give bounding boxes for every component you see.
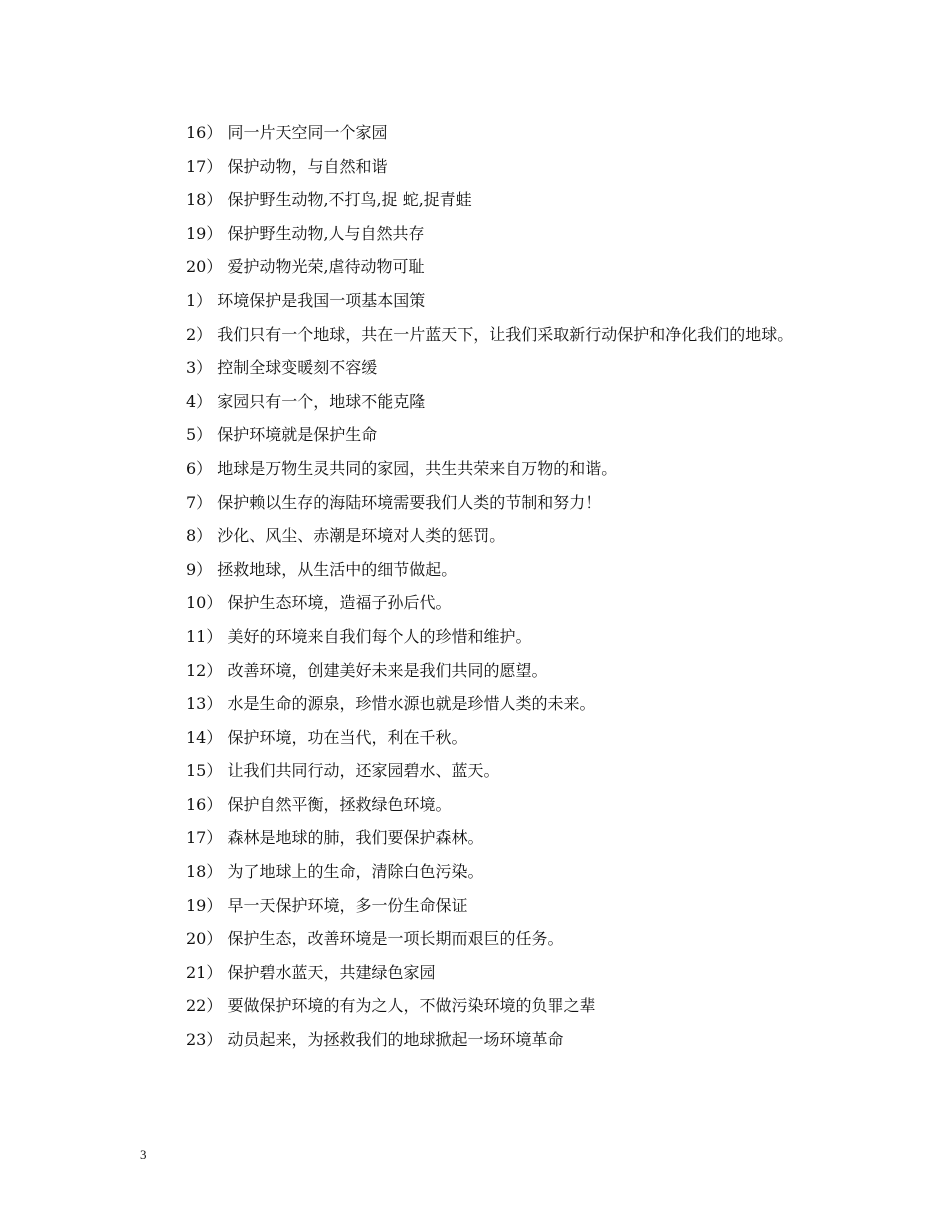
list-item: 12） 改善环境，创建美好未来是我们共同的愿望。 bbox=[186, 660, 548, 680]
slogan-list bbox=[140, 116, 820, 1057]
list-item: 1） 环境保护是我国一项基本国策 bbox=[186, 290, 426, 310]
list-item: 22） 要做保护环境的有为之人，不做污染环境的负罪之辈 bbox=[186, 996, 596, 1016]
list-item: 13） 水是生命的源泉，珍惜水源也就是珍惜人类的未来。 bbox=[186, 694, 596, 714]
list-item: 5） 保护环境就是保护生命 bbox=[186, 425, 378, 445]
list-item: 16） 保护自然平衡，拯救绿色环境。 bbox=[186, 794, 452, 814]
list-item: 6） 地球是万物生灵共同的家园，共生共荣来自万物的和谐。 bbox=[186, 458, 618, 478]
list-item: 15） 让我们共同行动，还家园碧水、蓝天。 bbox=[186, 761, 500, 781]
list-item: 18） 为了地球上的生命，清除白色污染。 bbox=[186, 862, 484, 882]
list-item: 18） 保护野生动物,不打鸟,捉 蛇,捉青蛙 bbox=[186, 190, 472, 210]
list-item: 17） 森林是地球的肺，我们要保护森林。 bbox=[186, 828, 484, 848]
list-item: 23） 动员起来，为拯救我们的地球掀起一场环境革命 bbox=[186, 1030, 564, 1050]
list-item: 17） 保护动物，与自然和谐 bbox=[186, 156, 388, 176]
list-item: 7） 保护赖以生存的海陆环境需要我们人类的节制和努力！ bbox=[186, 492, 602, 512]
list-item: 9） 拯救地球，从生活中的细节做起。 bbox=[186, 559, 458, 579]
list-item: 20） 保护生态，改善环境是一项长期而艰巨的任务。 bbox=[186, 929, 564, 949]
list-item: 14） 保护环境，功在当代，利在千秋。 bbox=[186, 727, 468, 747]
list-item: 2） 我们只有一个地球，共在一片蓝天下，让我们采取新行动保护和净化我们的地球。 bbox=[186, 324, 794, 344]
list-item: 21） 保护碧水蓝天，共建绿色家园 bbox=[186, 962, 436, 982]
list-item: 10） 保护生态环境，造福子孙后代。 bbox=[186, 593, 452, 613]
list-item: 16） 同一片天空同一个家园 bbox=[186, 123, 388, 142]
page-number: 3 bbox=[140, 1147, 147, 1162]
list-item: 4） 家园只有一个，地球不能克隆 bbox=[186, 391, 426, 411]
list-item: 11） 美好的环境来自我们每个人的珍惜和维护。 bbox=[186, 626, 532, 646]
list-item: 8） 沙化、风尘、赤潮是环境对人类的惩罚。 bbox=[186, 526, 506, 546]
list-item: 19） 保护野生动物,人与自然共存 bbox=[186, 223, 425, 243]
list-item: 3） 控制全球变暖刻不容缓 bbox=[186, 358, 378, 378]
list-item: 19） 早一天保护环境，多一份生命保证 bbox=[186, 895, 468, 915]
list-item: 20） 爱护动物光荣,虐待动物可耻 bbox=[186, 257, 425, 277]
